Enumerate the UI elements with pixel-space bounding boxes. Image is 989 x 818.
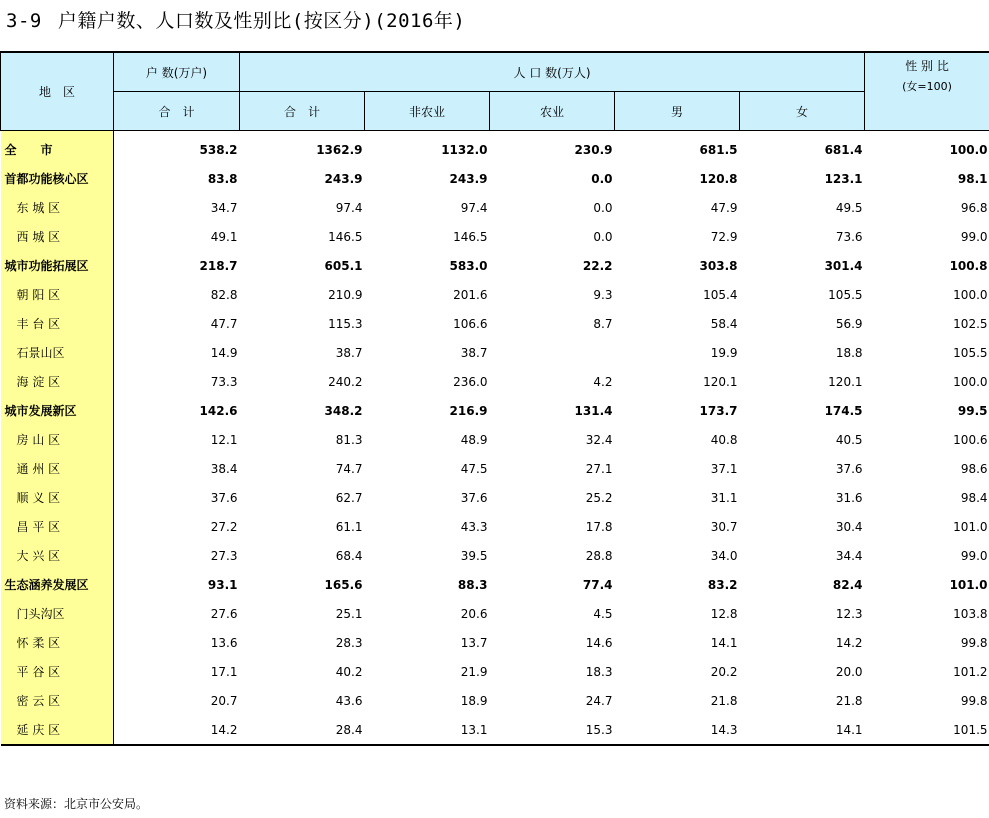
value-cell: 583.0 xyxy=(449,258,488,273)
value-cell: 14.2 xyxy=(114,715,240,745)
table-row xyxy=(1,425,989,454)
value-cell: 120.8 xyxy=(699,171,738,186)
value-cell: 21.8 xyxy=(710,693,738,708)
value-cell: 24.7 xyxy=(585,693,613,708)
value-cell: 101.0 xyxy=(953,519,988,534)
value-cell: 101.0 xyxy=(949,577,988,592)
header-population-group: 人 口 数(万人) xyxy=(240,52,865,92)
value-cell: 100.0 xyxy=(949,142,988,157)
region-name-cell: 全 市 xyxy=(1,131,114,165)
value-cell: 4.2 xyxy=(593,374,613,389)
value-cell: 27.1 xyxy=(585,461,613,476)
table-row xyxy=(1,570,989,599)
value-cell: 20.0 xyxy=(835,664,863,679)
value-cell: 102.5 xyxy=(953,316,988,331)
region-name-cell: 通 州 区 xyxy=(1,454,114,483)
value-cell: 165.6 xyxy=(324,577,363,592)
value-cell: 1132.0 xyxy=(441,142,488,157)
value-cell: 98.6 xyxy=(960,461,988,476)
region-name-cell: 门头沟区 xyxy=(1,599,114,628)
table-row xyxy=(1,131,989,165)
region-name-cell: 城市功能拓展区 xyxy=(1,251,114,280)
region-name-cell: 怀 柔 区 xyxy=(1,628,114,657)
value-cell: 99.0 xyxy=(960,229,988,244)
table-body xyxy=(1,131,989,746)
header-region: 地 区 xyxy=(1,52,114,131)
value-cell: 38.7 xyxy=(335,345,363,360)
value-cell: 115.3 xyxy=(328,316,363,331)
header-households-total: 合 计 xyxy=(114,92,240,131)
value-cell: 100.8 xyxy=(949,258,988,273)
value-cell: 173.7 xyxy=(699,403,738,418)
value-cell: 32.4 xyxy=(585,432,613,447)
table-row xyxy=(1,222,989,251)
value-cell: 49.1 xyxy=(210,229,238,244)
value-cell: 40.8 xyxy=(710,432,738,447)
value-cell: 82.4 xyxy=(832,577,863,592)
table-row xyxy=(1,454,989,483)
value-cell: 77.4 xyxy=(582,577,613,592)
value-cell: 43.6 xyxy=(335,693,363,708)
table-row xyxy=(1,715,989,745)
table-row xyxy=(1,396,989,425)
value-cell: 100.0 xyxy=(953,374,988,389)
region-name-cell: 生态涵养发展区 xyxy=(1,570,114,599)
value-cell: 62.7 xyxy=(335,490,363,505)
value-cell: 142.6 xyxy=(199,403,238,418)
value-cell: 43.3 xyxy=(460,519,488,534)
value-cell: 81.3 xyxy=(335,432,363,447)
region-name-cell: 石景山区 xyxy=(1,338,114,367)
value-cell: 34.4 xyxy=(835,548,863,563)
value-cell: 72.9 xyxy=(710,229,738,244)
value-cell: 28.3 xyxy=(335,635,363,650)
value-cell: 97.4 xyxy=(460,200,488,215)
value-cell: 73.3 xyxy=(210,374,238,389)
value-cell: 25.1 xyxy=(335,606,363,621)
table-row xyxy=(1,686,989,715)
value-cell: 99.0 xyxy=(960,548,988,563)
value-cell: 38.4 xyxy=(210,461,238,476)
value-cell: 14.1 xyxy=(710,635,738,650)
value-cell: 25.2 xyxy=(585,490,613,505)
value-cell: 106.6 xyxy=(453,316,488,331)
value-cell: 99.8 xyxy=(960,693,988,708)
value-cell: 14.9 xyxy=(210,345,238,360)
table-row xyxy=(1,309,989,338)
value-cell: 97.4 xyxy=(335,200,363,215)
value-cell: 47.7 xyxy=(210,316,238,331)
value-cell: 101.2 xyxy=(953,664,988,679)
value-cell: 37.1 xyxy=(710,461,738,476)
value-cell: 120.1 xyxy=(828,374,863,389)
value-cell: 131.4 xyxy=(574,403,613,418)
region-name-cell: 海 淀 区 xyxy=(1,367,114,396)
table-row xyxy=(1,193,989,222)
value-cell: 105.5 xyxy=(828,287,863,302)
value-cell: 73.6 xyxy=(835,229,863,244)
value-cell: 18.8 xyxy=(835,345,863,360)
value-cell: 123.1 xyxy=(824,171,863,186)
value-cell: 8.7 xyxy=(593,316,613,331)
region-name-cell: 首都功能核心区 xyxy=(1,164,114,193)
value-cell: 47.5 xyxy=(460,461,488,476)
value-cell: 88.3 xyxy=(457,577,488,592)
value-cell: 605.1 xyxy=(324,258,363,273)
table-row xyxy=(1,280,989,309)
value-cell: 240.2 xyxy=(328,374,363,389)
value-cell: 20.7 xyxy=(210,693,238,708)
value-cell: 17.8 xyxy=(585,519,613,534)
value-cell: 30.4 xyxy=(835,519,863,534)
table-row xyxy=(1,599,989,628)
value-cell: 303.8 xyxy=(699,258,738,273)
region-name-cell: 东 城 区 xyxy=(1,193,114,222)
value-cell: 218.7 xyxy=(199,258,238,273)
value-cell: 37.6 xyxy=(835,461,863,476)
header-sex-ratio xyxy=(865,52,989,131)
table-row xyxy=(1,628,989,657)
value-cell: 39.5 xyxy=(460,548,488,563)
table-row xyxy=(1,251,989,280)
value-cell: 12.8 xyxy=(710,606,738,621)
region-name-cell: 昌 平 区 xyxy=(1,512,114,541)
value-cell: 14.3 xyxy=(615,715,740,745)
value-cell: 98.1 xyxy=(957,171,988,186)
value-cell: 174.5 xyxy=(824,403,863,418)
value-cell: 348.2 xyxy=(324,403,363,418)
region-name-cell: 大 兴 区 xyxy=(1,541,114,570)
value-cell: 18.9 xyxy=(460,693,488,708)
region-name-cell: 西 城 区 xyxy=(1,222,114,251)
value-cell: 83.2 xyxy=(707,577,738,592)
value-cell: 22.2 xyxy=(582,258,613,273)
table-row xyxy=(1,367,989,396)
value-cell: 13.7 xyxy=(460,635,488,650)
value-cell: 243.9 xyxy=(449,171,488,186)
header-sex-ratio-label: 性 别 比 xyxy=(905,59,949,73)
region-name-cell: 房 山 区 xyxy=(1,425,114,454)
value-cell: 47.9 xyxy=(710,200,738,215)
value-cell: 146.5 xyxy=(328,229,363,244)
value-cell: 21.9 xyxy=(460,664,488,679)
value-cell: 99.8 xyxy=(960,635,988,650)
header-agricultural: 农业 xyxy=(490,92,615,131)
value-cell: 201.6 xyxy=(453,287,488,302)
value-cell: 14.1 xyxy=(740,715,865,745)
value-cell: 105.4 xyxy=(703,287,738,302)
value-cell: 37.6 xyxy=(460,490,488,505)
value-cell: 19.9 xyxy=(710,345,738,360)
header-households-group: 户 数(万户) xyxy=(114,52,240,92)
value-cell: 681.4 xyxy=(824,142,863,157)
value-cell: 103.8 xyxy=(953,606,988,621)
table-title: 户籍户数、人口数及性别比(按区分)(2016年) xyxy=(57,10,466,32)
header-non-agricultural: 非农业 xyxy=(365,92,490,131)
table-row xyxy=(1,657,989,686)
value-cell xyxy=(490,338,615,367)
value-cell: 12.3 xyxy=(835,606,863,621)
value-cell: 83.8 xyxy=(207,171,238,186)
region-name-cell: 丰 台 区 xyxy=(1,309,114,338)
value-cell: 98.4 xyxy=(960,490,988,505)
table-row xyxy=(1,483,989,512)
value-cell: 31.1 xyxy=(710,490,738,505)
value-cell: 96.8 xyxy=(960,200,988,215)
value-cell: 9.3 xyxy=(593,287,613,302)
value-cell: 13.1 xyxy=(365,715,490,745)
header-male: 男 xyxy=(615,92,740,131)
region-name-cell: 延 庆 区 xyxy=(1,715,114,745)
value-cell: 216.9 xyxy=(449,403,488,418)
value-cell: 18.3 xyxy=(585,664,613,679)
region-name-cell: 朝 阳 区 xyxy=(1,280,114,309)
statistics-table xyxy=(0,51,989,746)
region-name-cell: 密 云 区 xyxy=(1,686,114,715)
value-cell: 146.5 xyxy=(453,229,488,244)
table-row xyxy=(1,512,989,541)
table-row xyxy=(1,541,989,570)
value-cell: 538.2 xyxy=(199,142,238,157)
value-cell: 99.5 xyxy=(957,403,988,418)
value-cell: 40.2 xyxy=(335,664,363,679)
value-cell: 48.9 xyxy=(460,432,488,447)
value-cell: 236.0 xyxy=(453,374,488,389)
value-cell: 15.3 xyxy=(490,715,615,745)
page-title xyxy=(6,6,465,33)
value-cell: 17.1 xyxy=(210,664,238,679)
value-cell: 101.5 xyxy=(865,715,989,745)
value-cell: 28.4 xyxy=(240,715,365,745)
value-cell: 100.0 xyxy=(953,287,988,302)
value-cell: 301.4 xyxy=(824,258,863,273)
table-row xyxy=(1,338,989,367)
value-cell: 61.1 xyxy=(335,519,363,534)
header-population-total: 合 计 xyxy=(240,92,365,131)
value-cell: 14.2 xyxy=(835,635,863,650)
value-cell: 68.4 xyxy=(335,548,363,563)
value-cell: 243.9 xyxy=(324,171,363,186)
value-cell: 49.5 xyxy=(835,200,863,215)
value-cell: 27.3 xyxy=(210,548,238,563)
value-cell: 34.0 xyxy=(710,548,738,563)
value-cell: 56.9 xyxy=(835,316,863,331)
region-name-cell: 城市发展新区 xyxy=(1,396,114,425)
value-cell: 82.8 xyxy=(210,287,238,302)
value-cell: 37.6 xyxy=(210,490,238,505)
value-cell: 0.0 xyxy=(591,171,613,186)
value-cell: 230.9 xyxy=(574,142,613,157)
value-cell: 38.7 xyxy=(460,345,488,360)
value-cell: 40.5 xyxy=(835,432,863,447)
value-cell: 93.1 xyxy=(207,577,238,592)
value-cell: 681.5 xyxy=(699,142,738,157)
value-cell: 0.0 xyxy=(593,229,613,244)
value-cell: 27.2 xyxy=(210,519,238,534)
value-cell: 12.1 xyxy=(210,432,238,447)
value-cell: 4.5 xyxy=(593,606,613,621)
value-cell: 28.8 xyxy=(585,548,613,563)
value-cell: 13.6 xyxy=(210,635,238,650)
value-cell: 105.5 xyxy=(953,345,988,360)
value-cell: 14.6 xyxy=(585,635,613,650)
source-note: 资料来源：北京市公安局。 xyxy=(4,797,149,811)
value-cell: 27.6 xyxy=(210,606,238,621)
header-sex-ratio-sub: (女=100) xyxy=(902,80,952,93)
table-row xyxy=(1,164,989,193)
value-cell: 34.7 xyxy=(210,200,238,215)
value-cell: 20.6 xyxy=(460,606,488,621)
value-cell: 30.7 xyxy=(710,519,738,534)
value-cell: 21.8 xyxy=(835,693,863,708)
value-cell: 100.6 xyxy=(953,432,988,447)
value-cell: 1362.9 xyxy=(316,142,363,157)
value-cell: 120.1 xyxy=(703,374,738,389)
value-cell: 74.7 xyxy=(335,461,363,476)
region-name-cell: 顺 义 区 xyxy=(1,483,114,512)
value-cell: 0.0 xyxy=(593,200,613,215)
value-cell: 20.2 xyxy=(710,664,738,679)
value-cell: 210.9 xyxy=(328,287,363,302)
table-number: 3-9 xyxy=(6,10,42,32)
region-name-cell: 平 谷 区 xyxy=(1,657,114,686)
value-cell: 58.4 xyxy=(710,316,738,331)
value-cell: 31.6 xyxy=(835,490,863,505)
header-female: 女 xyxy=(740,92,865,131)
